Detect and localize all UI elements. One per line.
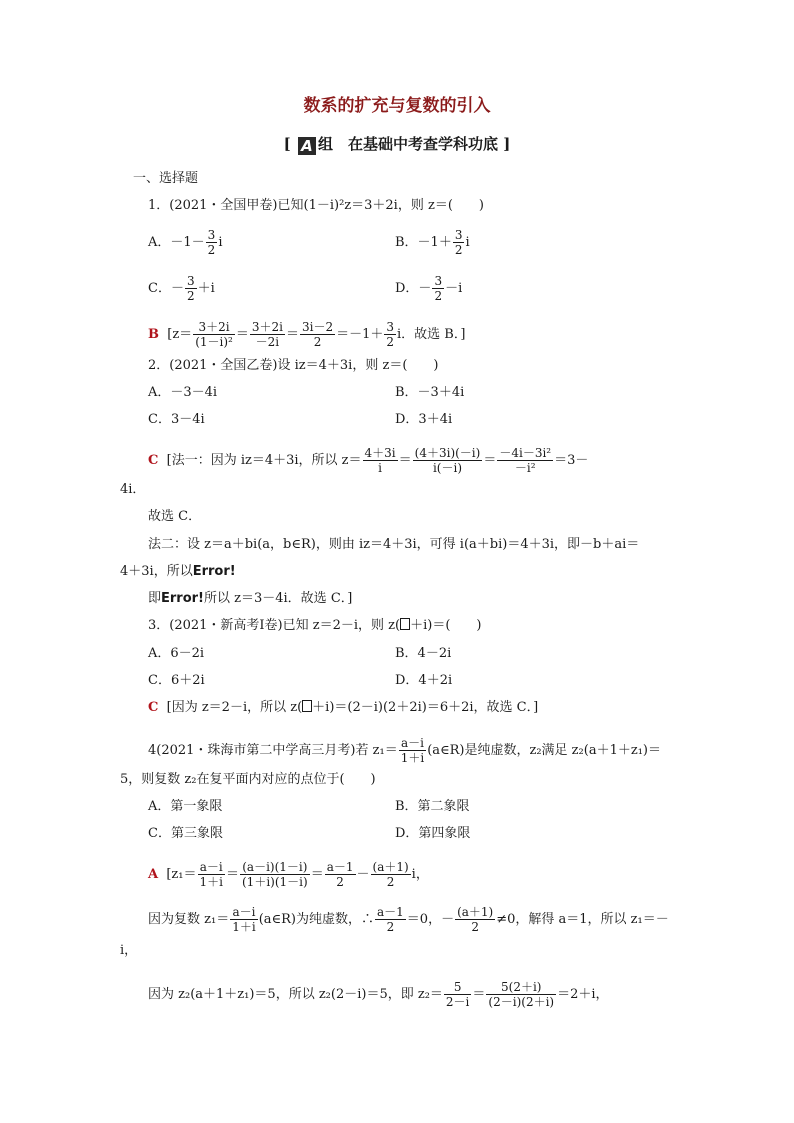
- answer-letter: C: [148, 700, 159, 715]
- q1-option-a: A．－1－ $\frac{3}{2}$ i: [148, 228, 223, 257]
- answer-letter: A: [148, 867, 159, 882]
- q2-stem: 2．(2021・全国乙卷)设 iz＝4＋3i，则 z＝( ): [148, 358, 439, 373]
- q4-solution-line1: A [z₁＝ $\frac{a-i}{1+i}$ ＝ $\frac{(a-i)(1-i)}{(1+i)(1-i)}$ ＝ $\frac{a-1}{2}$ － $\frac{(a+1)}{2}$ i，: [148, 860, 429, 889]
- q4-stem: 4(2021・珠海市第二中学高三月考)若 z₁＝ $\frac{a-i}{1+i}$ (a∈R)是纯虚数，z₂满足 z₂(a＋1＋z₁)＝: [148, 736, 661, 765]
- error-text: Error!: [161, 591, 204, 606]
- q3-solution: C [因为 z＝2－i，所以 z( ＋i)＝(2－i)(2＋2i)＝6＋2i，故选 C．]: [148, 700, 539, 715]
- q4-option-a: A．第一象限: [148, 799, 223, 814]
- q4-solution-line2: 因为复数 z₁＝ $\frac{a-i}{1+i}$ (a∈R)为纯虚数，∴ $\frac{a-1}{2}$ ＝0，－ $\frac{(a+1)}{2}$ ≠0，解得 a＝1，所以 z₁＝－: [148, 905, 669, 934]
- q2-solution-line4: 法二：设 z＝a＋bi(a，b∈R)，则由 iz＝4＋3i，可得 i(a＋bi)＝4＋3i，即－b＋ai＝: [148, 537, 640, 552]
- q3-option-a: A．6－2i: [148, 646, 205, 661]
- q4-option-c: C．第三象限: [148, 826, 223, 841]
- q3-option-c: C．6＋2i: [148, 673, 205, 688]
- q2-option-d: D．3＋4i: [395, 412, 453, 427]
- q2-option-c: C．3－4i: [148, 412, 205, 427]
- error-text: Error!: [192, 564, 236, 579]
- group-badge: A: [298, 137, 316, 155]
- q2-solution-line5: 4＋3i，所以Error!: [120, 564, 236, 579]
- bracket-close: ]: [503, 135, 511, 153]
- q3-stem: 3．(2021・新高考Ⅰ卷)已知 z＝2－i，则 z( ＋i)＝( ): [148, 618, 482, 633]
- conjugate-z-box: [302, 700, 312, 712]
- q2-solution: C [法一：因为 iz＝4＋3i，所以 z＝ $\frac{4+3i}{i}$ ＝ $\frac{(4+3i)(-i)}{i(-i)}$ ＝ $\frac{\text{－4i－3i²}}{\text{－i²}}$ ＝3－: [148, 446, 589, 475]
- q2-solution-line6: 即Error!所以 z＝3－4i．故选 C．]: [148, 591, 353, 606]
- group-heading: [0, 135, 794, 155]
- group-label: 组 在基础中考查学科功底: [317, 135, 498, 153]
- q1-solution: B [z＝ $\frac{3+2i}{\text{(1－i)²}}$ ＝ $\frac{3+2i}{-2i}$ ＝ $\frac{3i-2}{2}$ ＝－1＋ $\frac{3}{2}$ i．故选 B．]: [148, 320, 466, 349]
- conjugate-z-box: [400, 618, 410, 630]
- q4-solution-line4: 因为 z₂(a＋1＋z₁)＝5，所以 z₂(2－i)＝5，即 z₂＝ $\frac{5}{2-i}$ ＝ $\frac{5(2+i)}{(2-i)(2+i)}$ ＝2＋i，: [148, 980, 609, 1009]
- q1-option-c: C．－ $\frac{3}{2}$ ＋i: [148, 274, 215, 303]
- answer-letter: C: [148, 453, 159, 468]
- q3-option-d: D．4＋2i: [395, 673, 453, 688]
- q4-option-b: B．第二象限: [395, 799, 470, 814]
- page-title: 数系的扩充与复数的引入: [303, 96, 491, 116]
- fraction: $\frac{3}{2}$: [207, 228, 216, 257]
- q4-stem-line2: 5，则复数 z₂在复平面内对应的点位于( ): [120, 772, 376, 787]
- q4-option-d: D．第四象限: [395, 826, 471, 841]
- q2-solution-line2: 4i．: [120, 482, 146, 497]
- fraction: $\frac{3}{2}$: [454, 228, 463, 257]
- q1-stem: 1．(2021・全国甲卷)已知(1－i)²z＝3＋2i，则 z＝( ): [148, 198, 484, 213]
- q2-solution-line3: 故选 C．: [148, 509, 202, 524]
- q2-option-b: B．－3＋4i: [395, 385, 465, 400]
- q1-option-b: B．－1＋ $\frac{3}{2}$ i: [395, 228, 470, 257]
- answer-letter: B: [148, 327, 159, 342]
- q1-option-d: D．－ $\frac{3}{2}$ －i: [395, 274, 463, 303]
- fraction: $\frac{3}{2}$: [186, 274, 195, 303]
- q4-solution-line3: i，: [120, 943, 138, 958]
- fraction: $\frac{3}{2}$: [434, 274, 443, 303]
- bracket-open: [: [283, 135, 291, 153]
- section-heading: 一、选择题: [133, 171, 199, 186]
- q2-option-a: A．－3－4i: [148, 385, 218, 400]
- q3-option-b: B．4－2i: [395, 646, 452, 661]
